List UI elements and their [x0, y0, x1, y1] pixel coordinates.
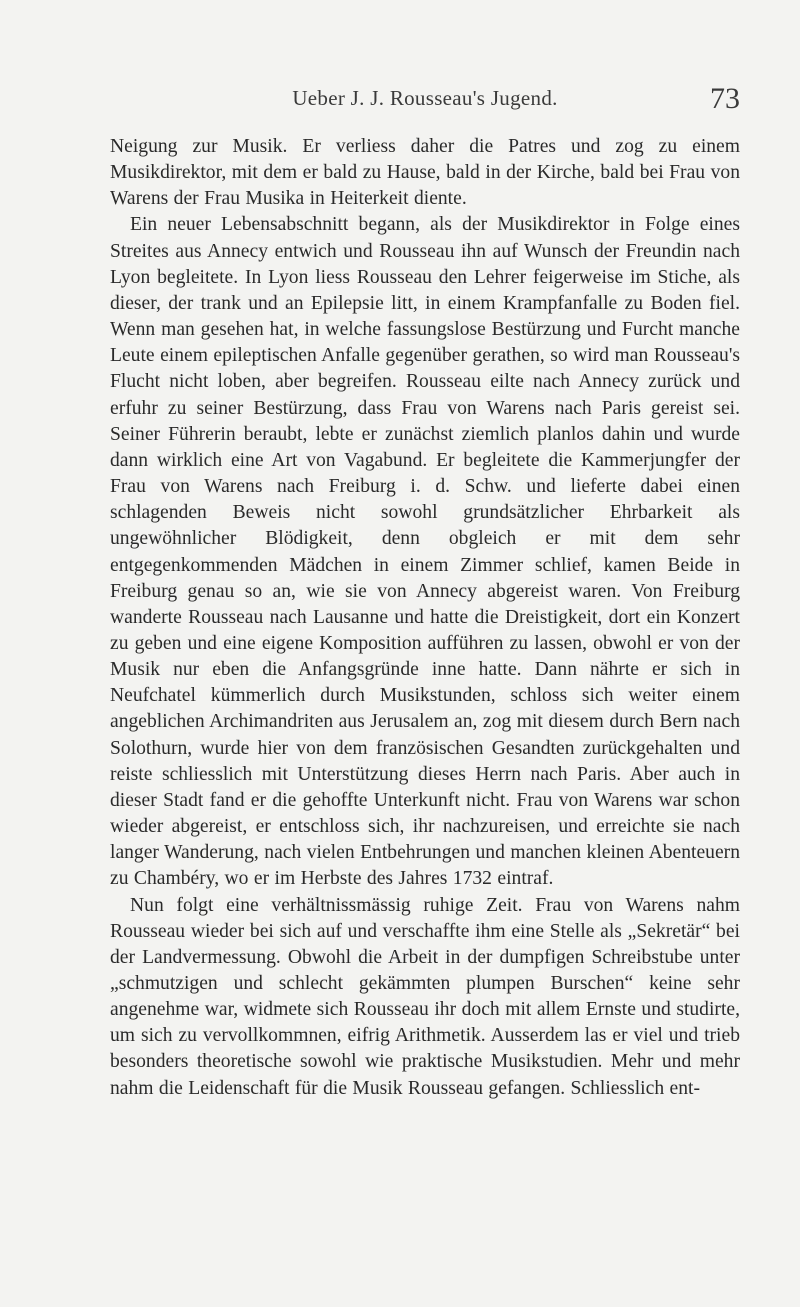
paragraph: Neigung zur Musik. Er verliess daher die Patres und zog zu einem Musikdirektor, mit dem er bald zu Hause, bald in der Kirche, bald bei Frau von Warens der Frau Musika in Heiterkeit diente. [110, 136, 740, 210]
paragraph: Nun folgt eine verhältnissmässig ruhige Zeit. Frau von Warens nahm Rousseau wieder bei sich auf und verschaffte ihm eine Stelle als „Sekretär“ bei der Landvermessung. Obwohl die Arbeit in der dumpfigen Schreibstube unter „schmutzigen und schlecht gekämmten plumpen Burschen“ keine sehr angenehme war, widmete sich Rousseau ihr doch mit allem Ernste und studirte, um sich zu vervollkommnen, eifrig Arithmetik. Ausserdem las er viel und trieb besonders theoretische sowohl wie praktische Musikstudien. Mehr und mehr nahm die Leidenschaft für die Musik Rousseau gefangen. Schliesslich ent- [110, 894, 740, 1099]
page-header [110, 82, 740, 126]
page-number: 73 [710, 82, 740, 115]
running-head: Ueber J. J. Rousseau's Jugend. [292, 86, 558, 110]
paragraph: Ein neuer Lebensabschnitt begann, als der Musikdirektor in Folge eines Streites aus Annecy entwich und Rousseau ihn auf Wunsch der Freundin nach Lyon begleitete. In Lyon liess Rousseau den Lehrer feigerweise im Stiche, als dieser, der trank und an Epilepsie litt, in einem Krampfanfalle zu Boden fiel. Wenn man gesehen hat, in welche fassungslose Bestürzung und Furcht manche Leute einem epileptischen Anfalle gegenüber gerathen, so wird man Rousseau's Flucht nicht loben, aber begreifen. Rousseau eilte nach Annecy zurück und erfuhr zu seiner Bestürzung, dass Frau von Warens nach Paris gereist sei. Seiner Führerin beraubt, lebte er zunächst ziemlich planlos dahin und wurde dann wirklich eine Art von Vagabund. Er begleitete die Kammerjungfer der Frau von Warens nach Freiburg i. d. Schw. und lieferte dabei einen schlagenden Beweis nicht sowohl grundsätzlicher Ehrbarkeit als ungewöhnlicher Blödigkeit, denn obgleich er mit dem sehr entgegenkommenden Mädchen in einem Zimmer schlief, kamen Beide in Freiburg genau so an, wie sie von Annecy abgereist waren. Von Freiburg wanderte Rousseau nach Lausanne und hatte die Dreistigkeit, dort ein Konzert zu geben und eine eigene Komposition aufführen zu lassen, obwohl er von der Musik nur eben die Anfangsgründe inne hatte. Dann nährte er sich in Neufchatel kümmerlich durch Musikstunden, schloss sich weiter einem angeblichen Archimandriten aus Jerusalem an, zog mit diesem durch Bern nach Solothurn, wurde hier von dem französischen Gesandten zurückgehalten und reiste schliesslich mit Unterstützung dieses Herrn nach Paris. Aber auch in dieser Stadt fand er die gehoffte Unterkunft nicht. Frau von Warens war schon wieder abgereist, er entschloss sich, ihr nachzureisen, und erreichte sie nach langer Wanderung, nach vielen Entbehrungen und manchen kleinen Abenteuern zu Chambéry, wo er im Herbste des Jahres 1732 eintraf. [110, 214, 740, 890]
body-text [110, 134, 740, 1102]
